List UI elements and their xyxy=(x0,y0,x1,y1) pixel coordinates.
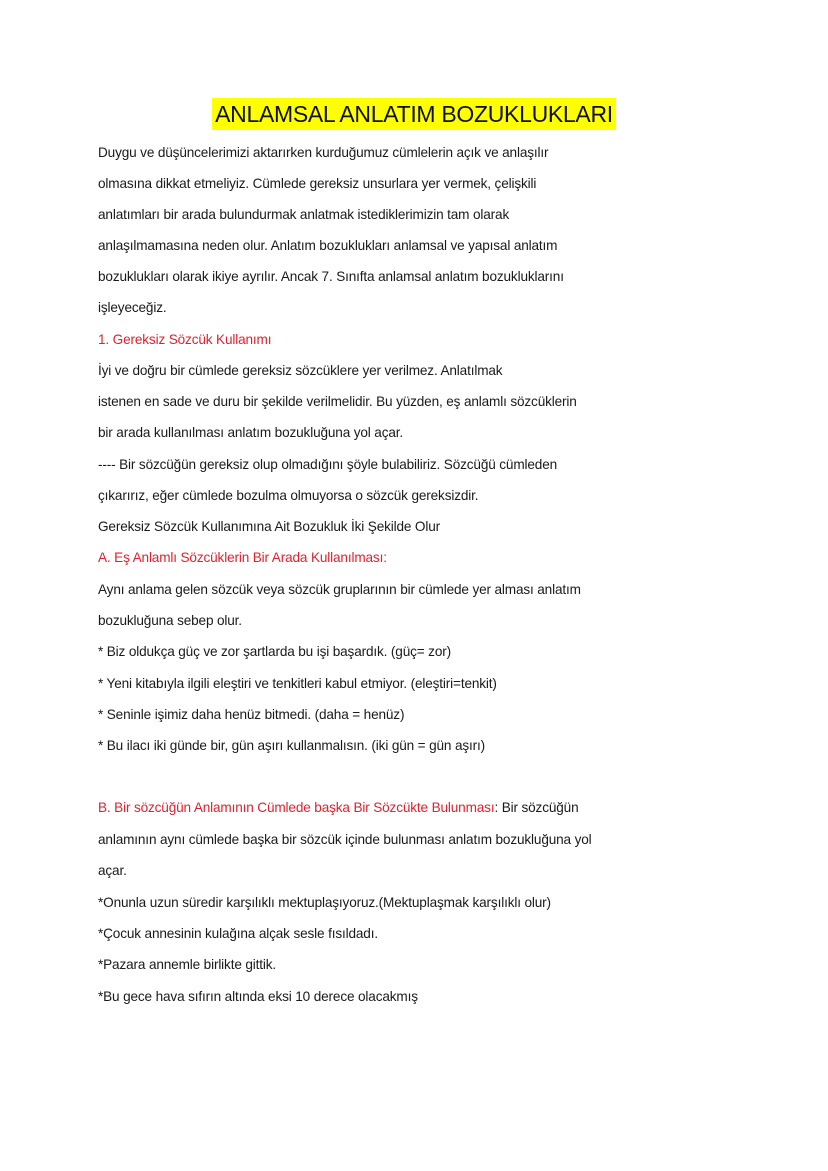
intro-line: Duygu ve düşüncelerimizi aktarırken kurduğumuz cümlelerin açık ve anlaşılır xyxy=(98,145,549,160)
section-1-line: Gereksiz Sözcük Kullanımına Ait Bozukluk İki Şekilde Olur xyxy=(98,519,441,534)
section-b-example: *Çocuk annesinin kulağına alçak sesle fısıldadı. xyxy=(98,926,378,941)
section-1-line: İyi ve doğru bir cümlede gereksiz sözcüklere yer verilmez. Anlatılmak xyxy=(98,363,503,378)
section-1-line: bir arada kullanılması anlatım bozukluğuna yol açar. xyxy=(98,425,404,440)
section-1-line: istenen en sade ve duru bir şekilde verilmelidir. Bu yüzden, eş anlamlı sözcüklerin xyxy=(98,394,577,409)
section-b-example: *Bu gece hava sıfırın altında eksi 10 derece olacakmış xyxy=(98,989,418,1004)
section-a-example: * Yeni kitabıyla ilgili eleştiri ve tenkitleri kabul etmiyor. (eleştiri=tenkit) xyxy=(98,676,497,691)
section-b-heading-rest: : Bir sözcüğün xyxy=(494,800,579,815)
intro-line: anlatımları bir arada bulundurmak anlatmak istediklerimizin tam olarak xyxy=(98,207,510,222)
intro-line: bozuklukları olarak ikiye ayrılır. Ancak 7. Sınıfta anlamsal anlatım bozukluklarını xyxy=(98,269,564,284)
document-title: ANLAMSAL ANLATIM BOZUKLUKLARI xyxy=(212,98,616,130)
section-1-line: ---- Bir sözcüğün gereksiz olup olmadığını şöyle bulabiliriz. Sözcüğü cümleden xyxy=(98,457,558,472)
section-b-heading-line xyxy=(98,799,579,817)
section-b-line: açar. xyxy=(98,863,127,878)
section-b-heading: B. Bir sözcüğün Anlamının Cümlede başka Bir Sözcükte Bulunması xyxy=(98,800,495,815)
intro-line: olmasına dikkat etmeliyiz. Cümlede gereksiz unsurlara yer vermek, çelişkili xyxy=(98,176,537,191)
title-wrap xyxy=(0,98,828,130)
section-a-example: * Biz oldukça güç ve zor şartlarda bu işi başardık. (güç= zor) xyxy=(98,644,451,659)
section-a-line: Aynı anlama gelen sözcük veya sözcük gruplarının bir cümlede yer alması anlatım xyxy=(98,582,581,597)
section-b-example: *Onunla uzun süredir karşılıklı mektuplaşıyoruz.(Mektuplaşmak karşılıklı olur) xyxy=(98,895,551,910)
section-1-heading: 1. Gereksiz Sözcük Kullanımı xyxy=(98,332,272,347)
section-1-line: çıkarırız, eğer cümlede bozulma olmuyorsa o sözcük gereksizdir. xyxy=(98,488,479,503)
section-a-heading: A. Eş Anlamlı Sözcüklerin Bir Arada Kullanılması: xyxy=(98,550,387,565)
section-b-example: *Pazara annemle birlikte gittik. xyxy=(98,957,277,972)
intro-line: anlaşılmamasına neden olur. Anlatım bozuklukları anlamsal ve yapısal anlatım xyxy=(98,238,558,253)
intro-line: işleyeceğiz. xyxy=(98,300,167,315)
section-a-example: * Seninle işimiz daha henüz bitmedi. (daha = henüz) xyxy=(98,707,405,722)
section-a-example: * Bu ilacı iki günde bir, gün aşırı kullanmalısın. (iki gün = gün aşırı) xyxy=(98,738,486,753)
section-b-line: anlamının aynı cümlede başka bir sözcük içinde bulunması anlatım bozukluğuna yol xyxy=(98,832,592,847)
section-a-line: bozukluğuna sebep olur. xyxy=(98,613,242,628)
